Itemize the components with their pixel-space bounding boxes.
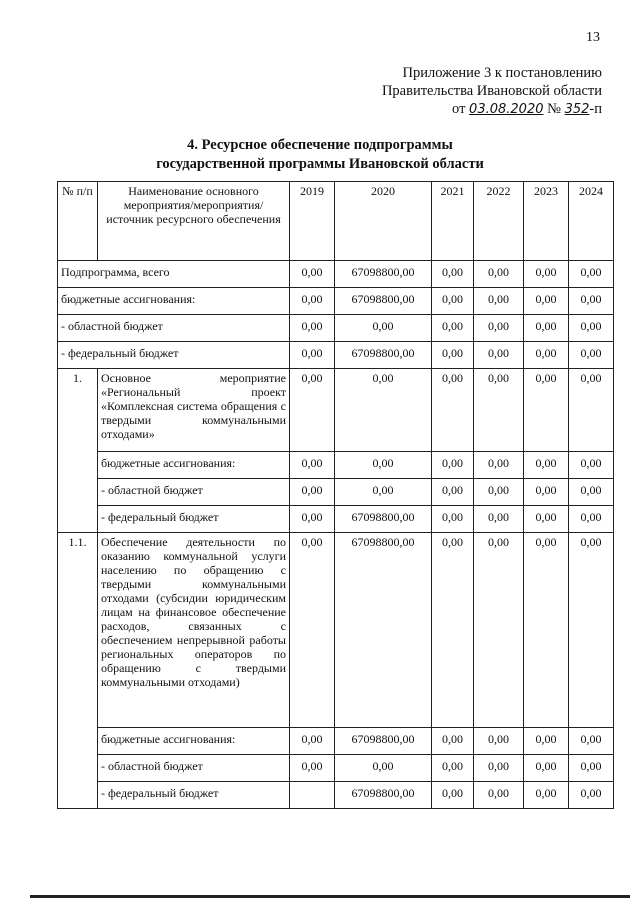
header-name: Наименование основного мероприятия/мероприятия/ источник ресурсного обеспечения	[98, 182, 290, 261]
table-row	[58, 261, 614, 288]
cell-value: 0,00	[569, 782, 614, 809]
cell-value: 0,00	[432, 533, 474, 728]
cell-value: 0,00	[432, 261, 474, 288]
row-label: - федеральный бюджет	[98, 506, 290, 533]
table-row	[58, 452, 614, 479]
row-label: - федеральный бюджет	[98, 782, 290, 809]
cell-value: 0,00	[432, 506, 474, 533]
cell-value: 0,00	[524, 533, 569, 728]
cell-value: 0,00	[524, 342, 569, 369]
header-year: 2024	[569, 182, 614, 261]
row-label: бюджетные ассигнования:	[98, 452, 290, 479]
cell-value: 0,00	[290, 288, 335, 315]
cell-value: 0,00	[569, 288, 614, 315]
appendix-prefix: от	[452, 101, 466, 117]
cell-value: 67098800,00	[335, 728, 432, 755]
appendix-header	[382, 64, 602, 119]
cell-value: 0,00	[432, 755, 474, 782]
row-label: бюджетные ассигнования:	[58, 288, 290, 315]
row-number: 1.	[58, 369, 98, 533]
cell-value: 0,00	[474, 369, 524, 452]
cell-value: 0,00	[290, 479, 335, 506]
cell-value: 0,00	[432, 728, 474, 755]
cell-value: 0,00	[474, 782, 524, 809]
header-year: 2019	[290, 182, 335, 261]
table-row	[58, 479, 614, 506]
table-row	[58, 728, 614, 755]
cell-value: 0,00	[569, 506, 614, 533]
table-row	[58, 288, 614, 315]
table-row	[58, 315, 614, 342]
number-sign: №	[547, 101, 561, 117]
cell-value: 0,00	[432, 288, 474, 315]
cell-value: 0,00	[474, 261, 524, 288]
cell-value: 67098800,00	[335, 288, 432, 315]
cell-value: 0,00	[290, 755, 335, 782]
cell-value: 0,00	[290, 452, 335, 479]
cell-value: 0,00	[569, 479, 614, 506]
cell-value: 0,00	[569, 369, 614, 452]
appendix-line-1: Приложение 3 к постановлению	[402, 65, 602, 81]
table-header-row	[58, 182, 614, 261]
table-row	[58, 755, 614, 782]
row-label: - областной бюджет	[58, 315, 290, 342]
cell-value: 0,00	[432, 782, 474, 809]
cell-value: 0,00	[474, 755, 524, 782]
table-row	[58, 782, 614, 809]
appendix-line-3	[382, 100, 602, 119]
cell-value: 0,00	[524, 369, 569, 452]
cell-value: 0,00	[432, 342, 474, 369]
row-label: Обеспечение деятельности по оказанию коммунальной услуги населению по обращению с твердыми коммунальными отходами (субсидии юридическим лицам на финансовое обеспечение расходов, связанных с обеспечением непрерывной работы региональных операторов по обращению с твердыми коммунальными отходами)	[98, 533, 290, 728]
cell-value: 67098800,00	[335, 261, 432, 288]
cell-value: 0,00	[290, 506, 335, 533]
cell-value: 67098800,00	[335, 782, 432, 809]
page-number: 13	[586, 30, 600, 45]
cell-value: 0,00	[290, 369, 335, 452]
cell-value: 0,00	[432, 479, 474, 506]
cell-value: 0,00	[474, 452, 524, 479]
cell-value: 0,00	[474, 315, 524, 342]
cell-value: 0,00	[335, 479, 432, 506]
cell-value: 0,00	[474, 506, 524, 533]
cell-value	[290, 782, 335, 809]
cell-value: 0,00	[524, 782, 569, 809]
cell-value: 0,00	[524, 452, 569, 479]
row-label: Подпрограмма, всего	[58, 261, 290, 288]
table-row	[58, 506, 614, 533]
cell-value: 0,00	[432, 315, 474, 342]
number-suffix: -п	[589, 101, 602, 117]
cell-value: 0,00	[474, 342, 524, 369]
row-label: - федеральный бюджет	[58, 342, 290, 369]
cell-value: 0,00	[335, 755, 432, 782]
cell-value: 0,00	[569, 728, 614, 755]
cell-value: 67098800,00	[335, 506, 432, 533]
cell-value: 0,00	[335, 452, 432, 479]
cell-value: 0,00	[569, 755, 614, 782]
cell-value: 0,00	[569, 315, 614, 342]
document-title	[0, 136, 640, 174]
cell-value: 0,00	[335, 369, 432, 452]
cell-value: 0,00	[290, 261, 335, 288]
cell-value: 0,00	[569, 261, 614, 288]
cell-value: 0,00	[290, 315, 335, 342]
cell-value: 0,00	[524, 479, 569, 506]
table-row	[58, 342, 614, 369]
resource-table	[57, 181, 614, 809]
header-num: № п/п	[58, 182, 98, 261]
cell-value: 0,00	[569, 533, 614, 728]
table-row	[58, 369, 614, 452]
footer-divider	[30, 895, 630, 898]
cell-value: 0,00	[524, 261, 569, 288]
title-line-2: государственной программы Ивановской области	[156, 156, 484, 172]
cell-value: 0,00	[474, 533, 524, 728]
cell-value: 0,00	[524, 506, 569, 533]
handwritten-number: 352	[564, 102, 590, 117]
cell-value: 0,00	[474, 728, 524, 755]
row-label: Основное мероприятие «Региональный проект «Комплексная система обращения с твердыми коммунальными отходами»	[98, 369, 290, 452]
header-year: 2023	[524, 182, 569, 261]
cell-value: 0,00	[290, 533, 335, 728]
cell-value: 0,00	[524, 728, 569, 755]
header-year: 2020	[335, 182, 432, 261]
cell-value: 0,00	[474, 479, 524, 506]
cell-value: 67098800,00	[335, 342, 432, 369]
cell-value: 67098800,00	[335, 533, 432, 728]
cell-value: 0,00	[290, 342, 335, 369]
table-row	[58, 533, 614, 728]
row-label: - областной бюджет	[98, 479, 290, 506]
header-year: 2021	[432, 182, 474, 261]
title-line-1: 4. Ресурсное обеспечение подпрограммы	[187, 137, 453, 153]
row-number: 1.1.	[58, 533, 98, 809]
cell-value: 0,00	[524, 755, 569, 782]
cell-value: 0,00	[335, 315, 432, 342]
row-label: - областной бюджет	[98, 755, 290, 782]
cell-value: 0,00	[569, 342, 614, 369]
header-year: 2022	[474, 182, 524, 261]
cell-value: 0,00	[524, 288, 569, 315]
row-label: бюджетные ассигнования:	[98, 728, 290, 755]
cell-value: 0,00	[524, 315, 569, 342]
handwritten-date: 03.08.2020	[469, 102, 544, 117]
cell-value: 0,00	[474, 288, 524, 315]
cell-value: 0,00	[432, 369, 474, 452]
cell-value: 0,00	[569, 452, 614, 479]
appendix-line-2: Правительства Ивановской области	[381, 83, 602, 99]
cell-value: 0,00	[432, 452, 474, 479]
cell-value: 0,00	[290, 728, 335, 755]
